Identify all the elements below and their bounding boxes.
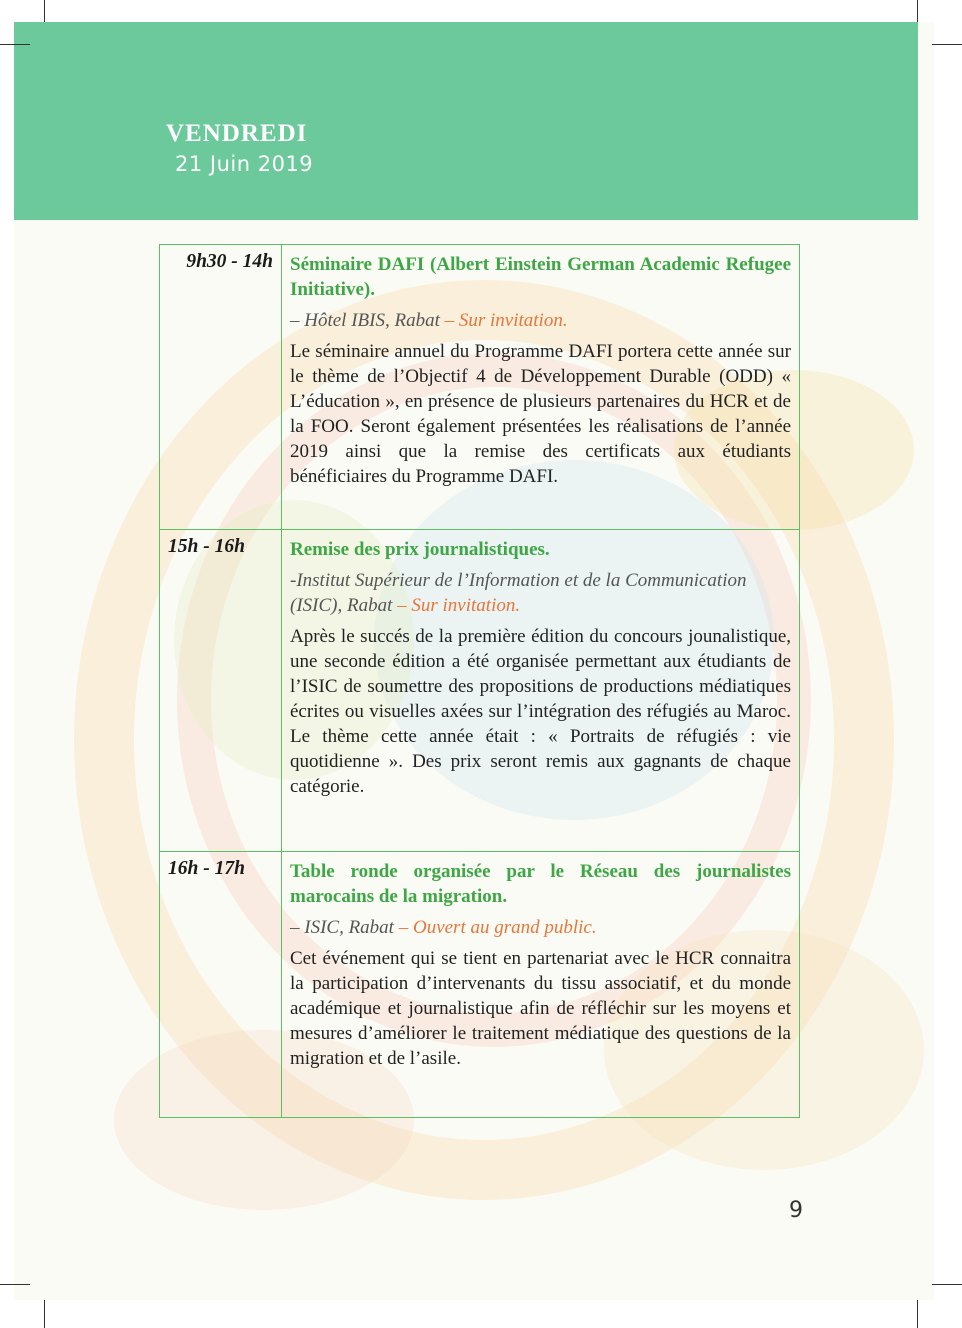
crop-mark [917,1300,918,1328]
event-location-line [290,568,791,618]
page-number: 9 [789,1198,803,1223]
event-access: – Sur invitation. [439,310,568,331]
event-location: -Institut Supérieur de l’Information et de la Communication (ISIC), Rabat [290,570,747,616]
event-location: – Hôtel IBIS, Rabat [290,310,440,331]
event-title: Séminaire DAFI (Albert Einstein German Academic Refugee Initiative). [290,254,791,300]
crop-mark [0,1284,30,1285]
time-cell: 9h30 - 14h [160,245,282,530]
crop-mark [932,1284,962,1285]
schedule-table [159,244,800,1118]
event-title: Table ronde organisée par le Réseau des journalistes marocains de la migration. [290,861,791,907]
table-row [160,852,800,1118]
event-location: – ISIC, Rabat [290,917,394,938]
crop-mark [932,44,962,45]
event-title: Remise des prix journalistiques. [290,539,550,560]
event-description: Le séminaire annuel du Programme DAFI portera cette année sur le thème de l’Objectif 4 de Développement Durable (ODD) « L’éducation », en présence de plusieurs partenaires du HCR et de la FOO. Seront également présentées les réalisations de l’année 2019 ainsi que la remise des certificats aux étudiants bénéficiaires du Programme DAFI. [290,341,791,487]
event-access: – Sur invitation. [392,595,521,616]
header-band [14,22,918,220]
event-description: Après le succés de la première édition du concours jounalistique, une seconde édition a été organisée permettant aux étudiants de l’ISIC de soumettre des propositions de productions médiatiques écrites ou visuelles axées sur l’intégration des réfugiés au Maroc. Le thème cette année était : « Portraits de réfugiés : vie quotidienne ». Des prix seront remis aux gagnants de chaque catégorie. [290,626,791,797]
day-title: VENDREDI [166,120,308,147]
time-cell: 15h - 16h [160,530,282,852]
crop-mark [917,0,918,22]
event-cell [282,852,800,1118]
event-location-line [290,308,791,333]
crop-mark [0,44,30,45]
time-cell: 16h - 17h [160,852,282,1118]
event-description: Cet événement qui se tient en partenariat avec le HCR connaitra la participation d’intervenants du tissu associatif, et du monde académique et journalistique afin de réfléchir sur les moyens et mesures d’améliorer le traitement médiatique des questions de la migration et de l’asile. [290,948,791,1069]
crop-mark [44,1300,45,1328]
table-row [160,245,800,530]
day-date: 21 Juin 2019 [175,152,314,176]
event-location-line [290,915,791,940]
event-cell [282,530,800,852]
table-row [160,530,800,852]
event-cell [282,245,800,530]
event-access: – Ouvert au grand public. [393,917,597,938]
crop-mark [44,0,45,22]
